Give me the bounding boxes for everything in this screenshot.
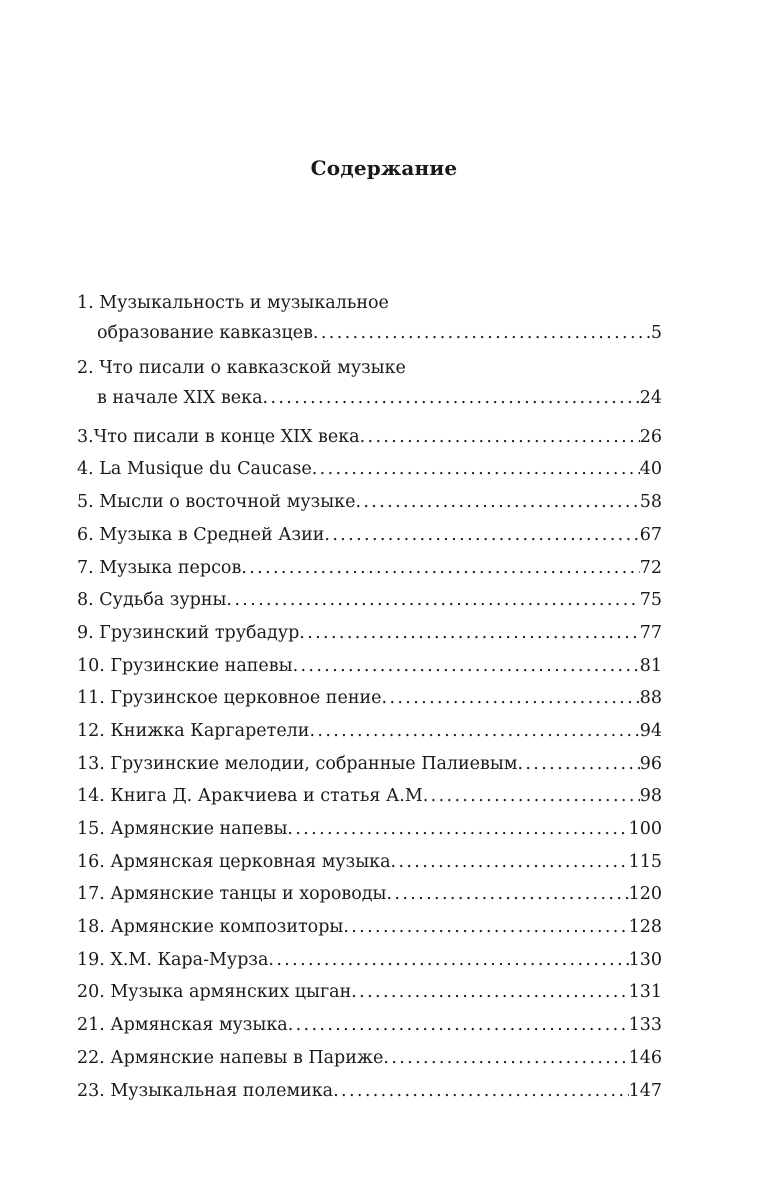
toc-entry-page: 133 [628, 1015, 662, 1036]
toc-entry-title: 6. Музыка в Средней Азии [77, 519, 324, 552]
toc-entry[interactable] [77, 1009, 662, 1042]
toc-entry[interactable] [77, 355, 662, 415]
toc-entry[interactable] [77, 748, 662, 781]
toc-entry-title: 17. Армянские танцы и хороводы [77, 878, 386, 911]
toc-entry[interactable] [77, 519, 662, 552]
toc-entry[interactable] [77, 911, 662, 944]
toc-entry[interactable] [77, 944, 662, 977]
toc-entry-page: 131 [628, 982, 662, 1003]
toc-entry[interactable] [77, 813, 662, 846]
toc-entry-title: 19. Х.М. Кара-Мурза [77, 944, 268, 977]
dot-leader [268, 944, 628, 977]
toc-entry-title: 5. Мысли о восточной музыке [77, 486, 355, 519]
toc-entry-page: 81 [639, 655, 662, 676]
toc-entry-page: 58 [639, 492, 662, 513]
dot-leader [351, 976, 628, 1009]
toc-entry[interactable] [77, 453, 662, 486]
toc-entry-page: 5 [650, 323, 662, 343]
toc-entry-title: 4. La Musique du Caucase [77, 453, 312, 486]
toc-entry-title: 2. Что писали о кавказской музыке [77, 355, 406, 382]
dot-leader [324, 519, 639, 552]
dot-leader [386, 878, 628, 911]
toc-entry-title: 20. Музыка армянских цыган [77, 976, 351, 1009]
toc-entry-title: 12. Книжка Каргаретели [77, 715, 309, 748]
dot-leader [312, 453, 640, 486]
toc-entry-page: 96 [639, 753, 662, 774]
toc-entry-title: 11. Грузинское церковное пение [77, 682, 382, 715]
toc-entry-page: 130 [628, 949, 662, 970]
toc-entry-title: 18. Армянские композиторы [77, 911, 343, 944]
toc-entry[interactable] [77, 552, 662, 585]
toc-entry[interactable] [77, 1042, 662, 1075]
toc-entry-title: 8. Судьба зурны [77, 584, 226, 617]
table-of-contents [77, 290, 662, 1107]
toc-entry-title: 1. Музыкальность и музыкальное [77, 290, 389, 317]
dot-leader [517, 748, 639, 781]
toc-entry-page: 77 [639, 622, 662, 643]
dot-leader [333, 1075, 628, 1108]
toc-entry-page: 94 [639, 720, 662, 741]
toc-entry-page: 67 [639, 524, 662, 545]
dot-leader [263, 382, 640, 415]
dot-leader [343, 911, 628, 944]
toc-entry-page: 72 [639, 557, 662, 578]
toc-entry-page: 26 [639, 426, 662, 447]
toc-entry-page: 146 [628, 1047, 662, 1068]
toc-entry-page: 115 [628, 851, 662, 872]
toc-entry-page: 147 [628, 1080, 662, 1101]
toc-entry[interactable] [77, 1075, 662, 1108]
toc-entry-title: 15. Армянские напевы [77, 813, 287, 846]
toc-entry-page: 98 [639, 786, 662, 807]
toc-entry[interactable] [77, 290, 662, 350]
page-title: Содержание [310, 156, 458, 180]
toc-entry[interactable] [77, 650, 662, 683]
toc-entry-page: 120 [628, 884, 662, 905]
toc-entry[interactable] [77, 486, 662, 519]
toc-entry-title: 10. Грузинские напевы [77, 650, 293, 683]
dot-leader [360, 421, 640, 454]
dot-leader [241, 552, 639, 585]
dot-leader [383, 1042, 628, 1075]
toc-entry-page: 75 [639, 590, 662, 611]
toc-entry-page: 24 [639, 388, 662, 409]
toc-entry-title: 13. Грузинские мелодии, собранные Палиевым [77, 748, 517, 781]
toc-entry[interactable] [77, 617, 662, 650]
toc-entry-title: 23. Музыкальная полемика [77, 1075, 333, 1108]
toc-entry-title-continued: образование кавказцев [97, 317, 313, 350]
dot-leader [293, 650, 640, 683]
toc-entry-page: 100 [628, 819, 662, 840]
toc-entry[interactable] [77, 976, 662, 1009]
dot-leader [288, 1009, 629, 1042]
dot-leader [423, 780, 640, 813]
toc-entry-page: 88 [639, 688, 662, 709]
dot-leader [309, 715, 639, 748]
toc-entry-title: 9. Грузинский трубадур [77, 617, 299, 650]
dot-leader [355, 486, 639, 519]
dot-leader [382, 682, 640, 715]
toc-entry[interactable] [77, 846, 662, 879]
toc-entry[interactable] [77, 780, 662, 813]
toc-entry-page: 40 [639, 459, 662, 480]
toc-entry-title: 14. Книга Д. Аракчиева и статья А.М [77, 780, 423, 813]
toc-entry-title: 22. Армянские напевы в Париже [77, 1042, 383, 1075]
toc-entry[interactable] [77, 682, 662, 715]
dot-leader [287, 813, 628, 846]
dot-leader [391, 846, 629, 879]
toc-entry-title: 7. Музыка персов [77, 552, 241, 585]
toc-entry[interactable] [77, 878, 662, 911]
dot-leader [313, 317, 651, 350]
toc-entry-title: 21. Армянская музыка [77, 1009, 288, 1042]
toc-entry[interactable] [77, 421, 662, 454]
toc-entry-page: 128 [628, 917, 662, 938]
toc-entry-title: 16. Армянская церковная музыка [77, 846, 391, 879]
dot-leader [226, 584, 639, 617]
toc-entry[interactable] [77, 715, 662, 748]
dot-leader [299, 617, 639, 650]
toc-entry[interactable] [77, 584, 662, 617]
toc-entry-title-continued: в начале XIX века [97, 382, 263, 415]
toc-entry-title: 3.Что писали в конце XIX века [77, 421, 360, 454]
